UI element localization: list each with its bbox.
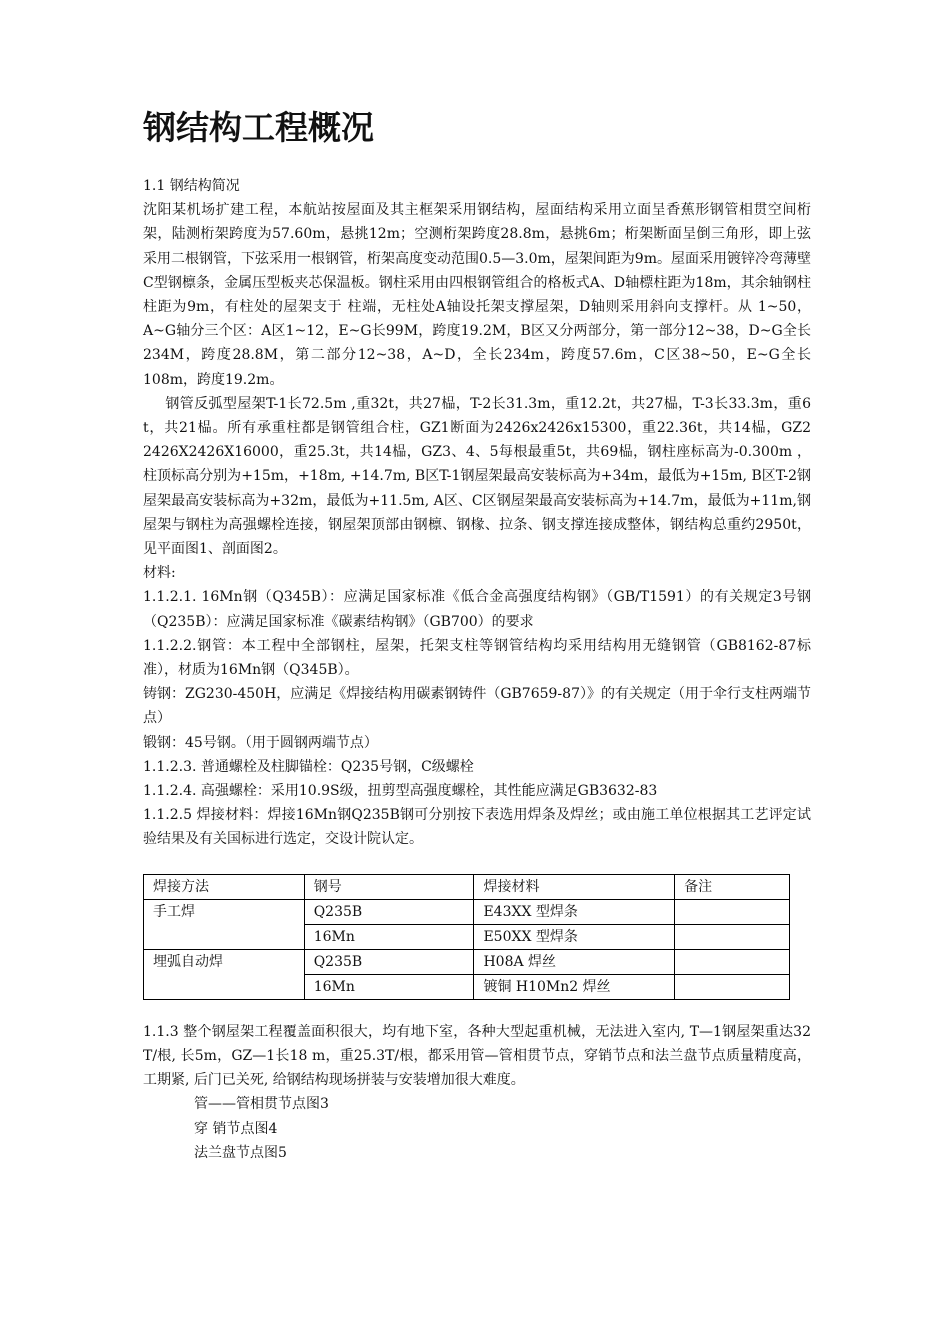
- table-cell-steel: 16Mn: [304, 974, 474, 999]
- table-cell-material: E50XX 型焊条: [474, 924, 675, 949]
- table-cell-method: 手工焊: [144, 899, 305, 949]
- material-item-forged-steel: 锻钢：45号钢。（用于圆钢两端节点）: [143, 734, 378, 751]
- materials-heading: 材料:: [143, 565, 176, 582]
- table-header-row: [144, 874, 790, 899]
- material-item-bolts: 1.1.2.3. 普通螺栓及柱脚锚栓：Q235号钢，C级螺栓: [143, 758, 474, 775]
- material-item-16mn: 1.1.2.1. 16Mn钢（Q345B）：应满足国家标准《低合金高强度结构钢》（GB/T1591）的有关规定3号钢（Q235B）：应满足国家标准《碳素结构钢》（GB700）的要求: [143, 589, 811, 630]
- paragraph-roof-truss: 钢管反弧型屋架T-1长72.5m ,重32t，共27榀，T-2长31.3m，重12.2t，共27榀，T-3长33.3m，重6 t，共21榀。所有承重柱都是钢管组合柱，GZ1断面为2426x2426x15300，重22.36t，共14榀，GZ2 2426X2426X16000，重25.3t，共14榀，GZ3、4、5每根最重5t，共69榀，钢柱座标高为-0.300m ，柱顶标高分别为+15m，+18m, +14.7m, B区T-1钢屋架最高安装标高为+34m，最低为+15m, B区T-2钢屋架最高安装标高为+32m，最低为+11.5m, A区、C区钢屋架最高安装标高为+14.7m，最低为+11m,钢屋架与钢柱为高强螺栓连接，钢屋架顶部由钢檩、钢椽、拉条、钢支撑连接成整体，钢结构总重约2950t，见平面图1、剖面图2。: [143, 395, 811, 558]
- figure-list-item: 穿 销节点图4: [194, 1120, 278, 1137]
- table-row: [144, 899, 790, 924]
- document-title: 钢结构工程概况: [143, 108, 374, 147]
- material-item-cast-steel: 铸钢：ZG230-450H，应满足《焊接结构用碳素钢铸件（GB7659-87）》的有关规定（用于伞行支柱两端节点）: [143, 686, 811, 727]
- table-cell-material: 镀铜 H10Mn2 焊丝: [474, 974, 675, 999]
- table-cell-note: [675, 949, 790, 974]
- table-cell-note: [675, 924, 790, 949]
- figure-list-item: 法兰盘节点图5: [194, 1144, 287, 1161]
- table-cell-note: [675, 899, 790, 924]
- table-cell-steel: Q235B: [304, 949, 474, 974]
- material-item-steel-pipe: 1.1.2.2.钢管：本工程中全部钢柱，屋架，托架支柱等钢管结构均采用结构用无缝钢管（GB8162-87标准），材质为16Mn钢（Q345B）。: [143, 637, 811, 679]
- table-cell-steel: Q235B: [304, 899, 474, 924]
- table-header-cell: 钢号: [304, 874, 474, 899]
- table-cell-note: [675, 974, 790, 999]
- welding-table: [143, 874, 790, 1000]
- table-cell-steel: 16Mn: [304, 924, 474, 949]
- paragraph-site-difficulty: 1.1.3 整个钢屋架工程覆盖面积很大，均有地下室，各种大型起重机械，无法进入室内, T—1钢屋架重达32 T/根, 长5m，GZ—1长18 m，重25.3T/根，都采用管—管相贯节点，穿销节点和法兰盘节点质量精度高，工期紧, 后门已关死, 给钢结构现场拼装与安装增加很大难度。: [143, 1023, 811, 1089]
- table-cell-material: E43XX 型焊条: [474, 899, 675, 924]
- material-item-welding: 1.1.2.5 焊接材料：焊接16Mn钢Q235B钢可分别按下表选用焊条及焊丝；或由施工单位根据其工艺评定试验结果及有关国标进行选定，交设计院认定。: [143, 807, 811, 848]
- table-cell-material: H08A 焊丝: [474, 949, 675, 974]
- table-row: [144, 949, 790, 974]
- document-body: [143, 174, 811, 1165]
- paragraph-overview: 沈阳某机场扩建工程，本航站按屋面及其主框架采用钢结构，屋面结构采用立面呈香蕉形钢管相贯空间桁架，陆测桁架跨度为57.60m，悬挑12m；空测桁架跨度28.8m，悬挑6m；桁架断面呈倒三角形，即上弦采用二根钢管，下弦采用一根钢管，桁架高度变动范围0.5—3.0m，屋架间距为9m。屋面采用镀锌冷弯薄壁C型钢檩条，金属压型板夹芯保温板。钢柱采用由四根钢管组合的格板式A、D轴標柱距为18m，其余轴钢柱柱距为9m，有柱处的屋架支于 柱端，无柱处A轴设托架支撑屋架，D轴则采用斜向支撑杆。从 1~50，A~G轴分三个区：A区1~12，E~G长99M，跨度19.2M，B区又分两部分，第一部分12~38，D~G全长234M，跨度28.8M，第二部分12~38，A~D，全长234m，跨度57.6m，C区38~50，E~G全长108m，跨度19.2m。: [143, 202, 811, 388]
- section-heading: 1.1 钢结构简况: [143, 178, 240, 194]
- figure-list-item: 管——管相贯节点图3: [194, 1096, 329, 1113]
- table-cell-method: 埋弧自动焊: [144, 949, 305, 999]
- table-header-cell: 备注: [675, 874, 790, 899]
- table-header-cell: 焊接材料: [474, 874, 675, 899]
- table-header-cell: 焊接方法: [144, 874, 305, 899]
- material-item-high-strength-bolts: 1.1.2.4. 高强螺栓：采用10.9S级，扭剪型高强度螺栓，其性能应满足GB3632-83: [143, 783, 658, 800]
